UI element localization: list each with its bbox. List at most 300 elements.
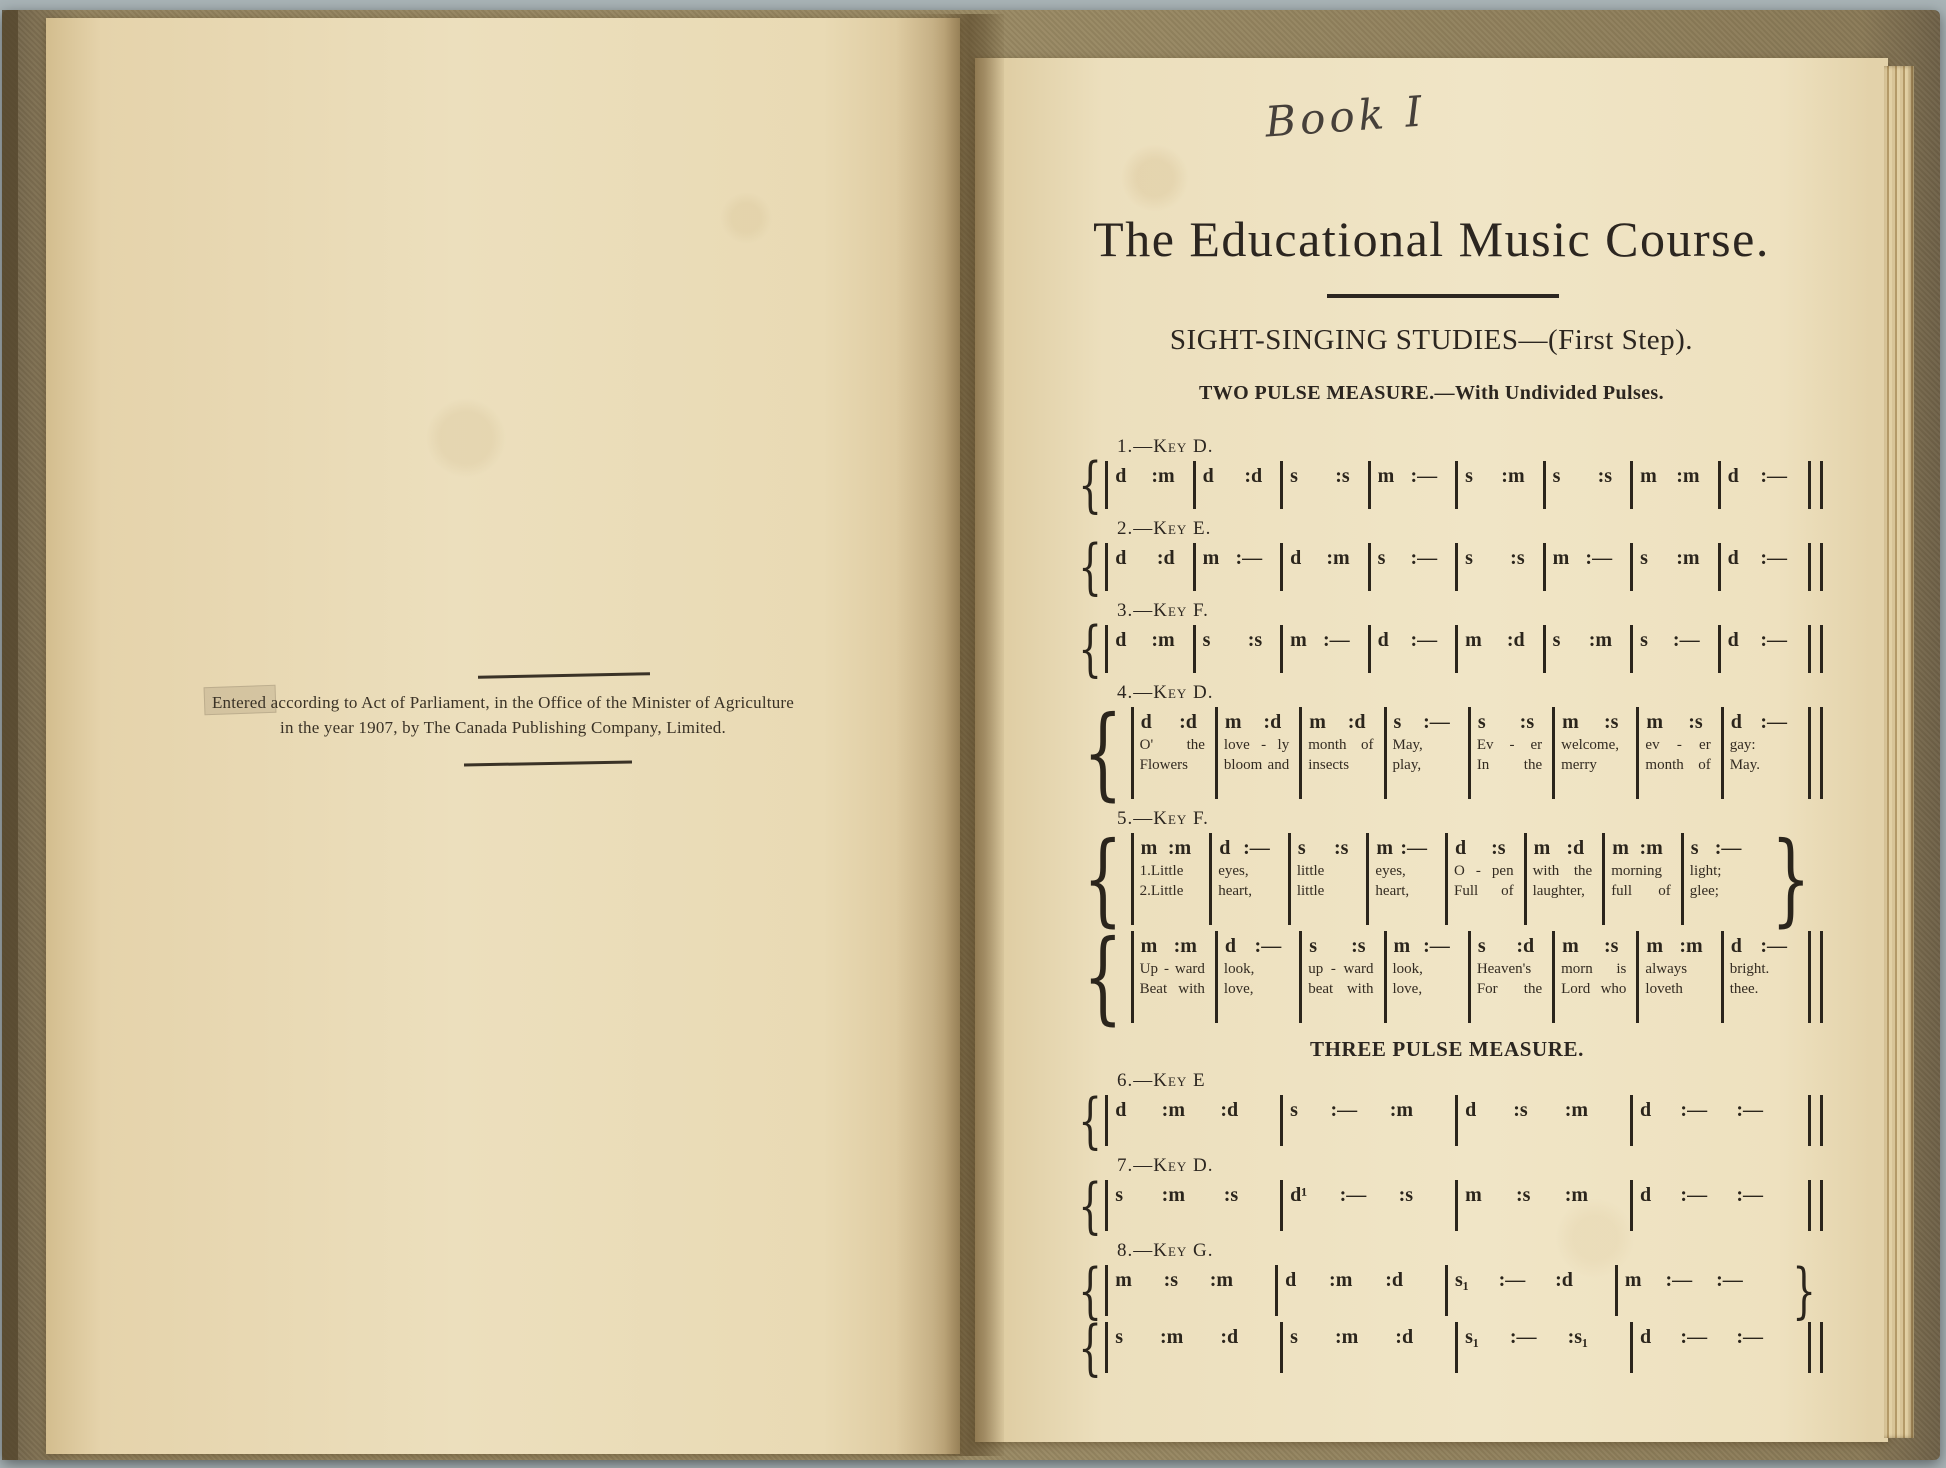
handwritten-book-label: Book I bbox=[1263, 86, 1428, 147]
solfa-token: m bbox=[1377, 465, 1395, 487]
solfa-token: :— bbox=[1410, 547, 1438, 569]
lyric-line bbox=[1684, 881, 1760, 901]
lyric-line bbox=[1639, 755, 1720, 775]
solfa-token: d bbox=[1640, 1326, 1652, 1348]
solfa-notes bbox=[1633, 1323, 1805, 1350]
solfa-token: :s bbox=[1513, 1099, 1528, 1121]
measure bbox=[1384, 707, 1468, 799]
copyright-imprint bbox=[46, 690, 960, 740]
solfa-token: :s bbox=[1398, 1184, 1414, 1206]
solfa-token: d bbox=[1455, 837, 1467, 859]
lyric-word: with bbox=[1178, 981, 1205, 997]
solfa-notes bbox=[1633, 462, 1717, 489]
solfa-system bbox=[1071, 1085, 1823, 1156]
lyric-word: laughter, bbox=[1532, 883, 1585, 899]
solfa-token: m bbox=[1562, 935, 1579, 957]
solfa-token: :s bbox=[1603, 711, 1619, 733]
exercise bbox=[1071, 1240, 1823, 1383]
solfa-notes bbox=[1387, 708, 1468, 735]
solfa-token: m bbox=[1115, 1269, 1132, 1291]
lyric-word: - bbox=[1676, 737, 1682, 753]
solfa-token: :s bbox=[1491, 837, 1506, 859]
solfa-notes bbox=[1278, 1266, 1445, 1293]
brace-glyph: } bbox=[1792, 1255, 1816, 1326]
measure bbox=[1468, 931, 1552, 1023]
lyric-word: light; bbox=[1689, 863, 1722, 879]
measure bbox=[1105, 1322, 1280, 1373]
solfa-notes bbox=[1283, 1181, 1455, 1208]
solfa-token: :— bbox=[1330, 1099, 1358, 1121]
lyric-word: love, bbox=[1392, 981, 1423, 997]
imprint-line-2: in the year 1907, by The Canada Publishing Company, Limited. bbox=[280, 718, 726, 737]
double-barline-icon bbox=[1808, 1322, 1823, 1373]
lyric-word: heart, bbox=[1375, 883, 1410, 899]
section-heading-three-pulse: THREE PULSE MEASURE. bbox=[1310, 1037, 1584, 1061]
solfa-system bbox=[1071, 614, 1823, 684]
solfa-token: :m bbox=[1389, 1099, 1414, 1121]
solfa-token: :d bbox=[1179, 711, 1197, 733]
measure bbox=[1105, 1180, 1280, 1231]
measure-row bbox=[1105, 1265, 1785, 1316]
lyric-line bbox=[1471, 979, 1552, 999]
double-barline-icon bbox=[1808, 931, 1823, 1023]
lyric-word: Lord bbox=[1561, 981, 1591, 997]
imprint-line-1: Entered according to Act of Parliament, in the Office of the Minister of Agriculture bbox=[211, 693, 795, 712]
solfa-notes bbox=[1134, 834, 1210, 861]
measure bbox=[1105, 543, 1192, 591]
solfa-notes bbox=[1108, 1181, 1280, 1208]
solfa-notes bbox=[1546, 462, 1630, 489]
solfa-token: :s bbox=[1351, 935, 1366, 957]
solfa-token: :s bbox=[1247, 629, 1263, 651]
lyric-line bbox=[1302, 959, 1383, 979]
solfa-token: d bbox=[1115, 465, 1127, 487]
solfa-token: :s bbox=[1688, 711, 1703, 733]
lyric-word: the bbox=[1523, 981, 1543, 997]
measure-row bbox=[1131, 931, 1805, 1023]
solfa-notes bbox=[1196, 544, 1280, 571]
lyric-word: pen bbox=[1491, 863, 1514, 879]
solfa-notes bbox=[1369, 834, 1445, 861]
solfa-notes bbox=[1302, 932, 1383, 959]
measure bbox=[1552, 707, 1636, 799]
lyric-word: with bbox=[1532, 863, 1560, 879]
solfa-notes bbox=[1218, 708, 1299, 735]
lyric-line bbox=[1555, 959, 1636, 979]
exercise-stack bbox=[1071, 436, 1823, 1382]
solfa-token: d bbox=[1290, 547, 1302, 569]
lyric-word: is bbox=[1616, 961, 1627, 977]
lyric-line bbox=[1527, 881, 1603, 901]
measure bbox=[1193, 625, 1280, 673]
lyric-word: Up bbox=[1139, 961, 1158, 977]
lyric-line bbox=[1134, 979, 1215, 999]
solfa-token: m bbox=[1290, 629, 1307, 651]
exercise bbox=[1071, 808, 1823, 1035]
solfa-token: :s bbox=[1333, 837, 1349, 859]
exercise-label: 2.—Key E. bbox=[1117, 518, 1212, 539]
solfa-token: :m bbox=[1160, 1326, 1184, 1348]
solfa-token: :m bbox=[1564, 1099, 1589, 1121]
lyric-line bbox=[1218, 959, 1299, 979]
solfa-token: d bbox=[1140, 711, 1152, 733]
solfa-token: m bbox=[1140, 837, 1158, 859]
lyric-line bbox=[1387, 735, 1468, 755]
solfa-token: :— bbox=[1760, 935, 1787, 957]
solfa-token: :m bbox=[1329, 1269, 1353, 1291]
lyric-word: - bbox=[1330, 961, 1336, 977]
measure bbox=[1193, 543, 1280, 591]
lyric-word: O' bbox=[1139, 737, 1154, 753]
solfa-token: :d bbox=[1566, 837, 1585, 859]
brace-glyph: { bbox=[1083, 820, 1123, 937]
solfa-notes bbox=[1302, 708, 1383, 735]
lyric-line bbox=[1302, 735, 1383, 755]
solfa-token: m bbox=[1646, 711, 1664, 733]
lyric-word: May. bbox=[1729, 757, 1760, 773]
solfa-token: s bbox=[1297, 837, 1306, 859]
solfa-token: s₁ bbox=[1455, 1269, 1469, 1291]
lyric-word: Heaven's bbox=[1476, 961, 1532, 977]
measure bbox=[1718, 461, 1805, 509]
lyric-word: O bbox=[1454, 863, 1465, 879]
solfa-token: :— bbox=[1680, 1326, 1708, 1348]
measure bbox=[1630, 461, 1717, 509]
measure bbox=[1131, 707, 1215, 799]
lyric-word: play, bbox=[1392, 757, 1422, 773]
solfa-notes bbox=[1283, 544, 1367, 571]
solfa-token: :s bbox=[1603, 935, 1619, 957]
measure bbox=[1215, 931, 1299, 1023]
measure bbox=[1615, 1265, 1785, 1316]
lyric-line bbox=[1471, 735, 1552, 755]
solfa-token: s bbox=[1552, 465, 1561, 487]
brace-glyph: { bbox=[1078, 1085, 1102, 1156]
solfa-token: d bbox=[1640, 1099, 1652, 1121]
section-heading-two-pulse: TWO PULSE MEASURE.—With Undivided Pulses. bbox=[1198, 382, 1664, 404]
measure bbox=[1105, 1265, 1275, 1316]
measure bbox=[1368, 625, 1455, 673]
measure bbox=[1209, 833, 1288, 925]
solfa-token: :— bbox=[1322, 629, 1350, 651]
open-brace-icon bbox=[1071, 532, 1109, 602]
lyric-line bbox=[1291, 881, 1367, 901]
lyric-word: month bbox=[1645, 757, 1684, 773]
solfa-token: d bbox=[1224, 935, 1237, 957]
measure bbox=[1630, 1322, 1805, 1373]
page-edge-stack bbox=[1884, 66, 1914, 1438]
solfa-token: :— bbox=[1680, 1099, 1708, 1121]
measure bbox=[1543, 625, 1630, 673]
open-brace-icon bbox=[1071, 1085, 1109, 1156]
lyric-word: of bbox=[1501, 883, 1514, 899]
open-brace-icon bbox=[1071, 820, 1135, 937]
lyric-word: eyes, bbox=[1218, 863, 1249, 879]
measure bbox=[1280, 1095, 1455, 1146]
lyric-word: little bbox=[1296, 883, 1325, 899]
solfa-token: :— bbox=[1509, 1326, 1537, 1348]
lyric-word: ev bbox=[1645, 737, 1660, 753]
measure bbox=[1468, 707, 1552, 799]
solfa-token: :d bbox=[1347, 711, 1366, 733]
open-brace-icon bbox=[1071, 1255, 1109, 1326]
brace-glyph: { bbox=[1078, 1255, 1102, 1326]
brace-glyph: { bbox=[1078, 450, 1102, 520]
solfa-notes bbox=[1108, 626, 1192, 653]
lyric-line bbox=[1527, 861, 1603, 881]
imprint-rule-bottom bbox=[464, 761, 632, 767]
solfa-token: :— bbox=[1423, 935, 1450, 957]
measure bbox=[1721, 707, 1805, 799]
lyric-word: Full bbox=[1454, 883, 1479, 899]
solfa-token: :— bbox=[1254, 935, 1282, 957]
brace-glyph: { bbox=[1078, 614, 1102, 684]
measure bbox=[1280, 461, 1367, 509]
right-page-content bbox=[975, 58, 1888, 1442]
solfa-token: :— bbox=[1235, 547, 1263, 569]
solfa-notes bbox=[1633, 544, 1717, 571]
lyric-line bbox=[1218, 979, 1299, 999]
page-subtitle: SIGHT-SINGING STUDIES—(First Step). bbox=[1169, 324, 1694, 356]
lyric-word: the bbox=[1573, 863, 1593, 879]
lyric-word: ly bbox=[1277, 737, 1290, 753]
solfa-token: :d bbox=[1385, 1269, 1403, 1291]
solfa-system bbox=[1071, 450, 1823, 520]
lyric-word: morning bbox=[1611, 863, 1663, 879]
solfa-token: :— bbox=[1665, 1269, 1693, 1291]
exercise bbox=[1071, 518, 1823, 602]
measure bbox=[1275, 1265, 1445, 1316]
open-brace-icon bbox=[1071, 450, 1109, 520]
solfa-token: s bbox=[1477, 935, 1486, 957]
lyric-word: bright. bbox=[1729, 961, 1770, 977]
solfa-token: :d bbox=[1156, 547, 1175, 569]
solfa-token: :— bbox=[1400, 837, 1427, 859]
exercise bbox=[1071, 600, 1823, 684]
lyric-word: Ev bbox=[1476, 737, 1494, 753]
solfa-token: :d bbox=[1395, 1326, 1414, 1348]
lyric-line bbox=[1369, 861, 1445, 881]
lyric-word: May, bbox=[1392, 737, 1423, 753]
exercise-label: 3.—Key F. bbox=[1117, 600, 1209, 621]
measure bbox=[1445, 1265, 1615, 1316]
solfa-token: m bbox=[1640, 465, 1657, 487]
measure bbox=[1280, 543, 1367, 591]
lyric-word: look, bbox=[1392, 961, 1423, 977]
brace-glyph: } bbox=[1771, 820, 1811, 937]
solfa-token: s bbox=[1290, 1099, 1298, 1121]
solfa-token: d bbox=[1727, 465, 1739, 487]
exercise-label: 5.—Key F. bbox=[1117, 808, 1209, 829]
measure bbox=[1299, 707, 1383, 799]
measure bbox=[1366, 833, 1445, 925]
solfa-notes bbox=[1371, 626, 1455, 653]
lyric-line bbox=[1448, 881, 1524, 901]
solfa-token: :d bbox=[1263, 711, 1282, 733]
open-brace-icon bbox=[1071, 1312, 1109, 1383]
measure bbox=[1368, 461, 1455, 509]
lyric-line bbox=[1555, 979, 1636, 999]
measure bbox=[1602, 833, 1681, 925]
solfa-notes bbox=[1108, 1266, 1275, 1293]
measure bbox=[1280, 1180, 1455, 1231]
solfa-system bbox=[1071, 1312, 1823, 1383]
measure bbox=[1299, 931, 1383, 1023]
solfa-notes bbox=[1639, 932, 1720, 959]
lyric-word: of bbox=[1658, 883, 1671, 899]
lyric-line bbox=[1134, 861, 1210, 881]
solfa-notes bbox=[1291, 834, 1367, 861]
solfa-token: :m bbox=[1334, 1326, 1359, 1348]
solfa-token: m bbox=[1376, 837, 1394, 859]
measure bbox=[1105, 1095, 1280, 1146]
lyric-line bbox=[1218, 755, 1299, 775]
right-page bbox=[975, 58, 1888, 1442]
double-barline-icon bbox=[1808, 707, 1823, 799]
solfa-token: :s bbox=[1519, 711, 1535, 733]
lyric-line bbox=[1684, 861, 1760, 881]
measure bbox=[1368, 543, 1455, 591]
measure bbox=[1455, 1095, 1630, 1146]
solfa-token: s bbox=[1465, 547, 1473, 569]
lyric-word: little bbox=[1296, 863, 1325, 879]
solfa-token: :— bbox=[1243, 837, 1270, 859]
lyric-line bbox=[1387, 959, 1468, 979]
solfa-token: s bbox=[1309, 935, 1318, 957]
solfa-notes bbox=[1458, 1323, 1630, 1350]
solfa-system bbox=[1071, 820, 1823, 937]
solfa-token: :m bbox=[1639, 837, 1663, 859]
lyric-word: ward bbox=[1174, 961, 1205, 977]
lyric-line bbox=[1291, 861, 1367, 881]
solfa-notes bbox=[1283, 462, 1367, 489]
lyric-word: - bbox=[1163, 961, 1169, 977]
open-brace-icon bbox=[1071, 918, 1135, 1035]
solfa-token: m bbox=[1393, 935, 1411, 957]
close-brace-icon bbox=[1785, 1255, 1823, 1326]
measure bbox=[1630, 1095, 1805, 1146]
solfa-token: d bbox=[1730, 935, 1742, 957]
solfa-token: :— bbox=[1410, 465, 1438, 487]
solfa-token: m bbox=[1533, 837, 1551, 859]
solfa-notes bbox=[1196, 462, 1280, 489]
measure bbox=[1288, 833, 1367, 925]
lyric-line bbox=[1212, 881, 1288, 901]
double-barline-icon bbox=[1808, 461, 1823, 509]
lyric-line bbox=[1212, 861, 1288, 881]
solfa-token: :— bbox=[1760, 711, 1787, 733]
lyric-word: ward bbox=[1343, 961, 1374, 977]
solfa-token: :— bbox=[1423, 711, 1450, 733]
measure bbox=[1384, 931, 1468, 1023]
solfa-token: s₁ bbox=[1465, 1326, 1479, 1348]
solfa-token: :m bbox=[1167, 837, 1192, 859]
imprint-rule-top bbox=[478, 672, 650, 679]
measure bbox=[1105, 461, 1192, 509]
solfa-token: :m bbox=[1173, 935, 1197, 957]
solfa-token: :— bbox=[1760, 547, 1788, 569]
solfa-token: :— bbox=[1736, 1184, 1763, 1206]
solfa-token: :s bbox=[1516, 1184, 1531, 1206]
solfa-token: d bbox=[1202, 465, 1214, 487]
solfa-token: m bbox=[1552, 547, 1570, 569]
solfa-token: s bbox=[1640, 629, 1648, 651]
solfa-system bbox=[1071, 918, 1823, 1035]
lyric-line bbox=[1387, 979, 1468, 999]
solfa-notes bbox=[1134, 932, 1215, 959]
solfa-token: s bbox=[1477, 711, 1486, 733]
lyric-word: insects bbox=[1308, 757, 1350, 773]
solfa-notes bbox=[1108, 1323, 1280, 1350]
lyric-line bbox=[1605, 861, 1681, 881]
lyric-word: Beat bbox=[1139, 981, 1168, 997]
lyric-word: of bbox=[1698, 757, 1711, 773]
solfa-token: s bbox=[1393, 711, 1402, 733]
measure bbox=[1280, 1322, 1455, 1373]
lyric-line bbox=[1218, 735, 1299, 755]
solfa-notes bbox=[1371, 544, 1455, 571]
solfa-notes bbox=[1471, 932, 1552, 959]
measure bbox=[1280, 625, 1367, 673]
solfa-token: :— bbox=[1672, 629, 1700, 651]
exercise bbox=[1071, 436, 1823, 520]
solfa-token: :s bbox=[1223, 1184, 1239, 1206]
lyric-word: eyes, bbox=[1375, 863, 1406, 879]
solfa-notes bbox=[1283, 1323, 1455, 1350]
lyric-line bbox=[1448, 861, 1524, 881]
solfa-token: m bbox=[1624, 1269, 1642, 1291]
lyric-line bbox=[1302, 755, 1383, 775]
lyric-line bbox=[1387, 755, 1468, 775]
solfa-notes bbox=[1605, 834, 1681, 861]
solfa-token: :— bbox=[1760, 465, 1788, 487]
solfa-token: m bbox=[1202, 547, 1220, 569]
solfa-token: :— bbox=[1498, 1269, 1526, 1291]
open-brace-icon bbox=[1071, 614, 1109, 684]
solfa-token: :m bbox=[1676, 547, 1700, 569]
measure bbox=[1455, 625, 1542, 673]
double-barline-icon bbox=[1808, 1095, 1823, 1146]
solfa-token: :s bbox=[1510, 547, 1525, 569]
left-page bbox=[46, 18, 960, 1454]
double-barline-icon bbox=[1808, 543, 1823, 591]
lyric-line bbox=[1724, 755, 1805, 775]
solfa-notes bbox=[1387, 932, 1468, 959]
lyric-word: heart, bbox=[1218, 883, 1252, 899]
solfa-token: s bbox=[1202, 629, 1211, 651]
solfa-token: m bbox=[1646, 935, 1664, 957]
solfa-notes bbox=[1633, 626, 1717, 653]
lyric-line bbox=[1724, 979, 1805, 999]
lyric-line bbox=[1555, 755, 1636, 775]
solfa-notes bbox=[1618, 1266, 1785, 1293]
lyric-word: bloom bbox=[1223, 757, 1263, 773]
solfa-token: :s bbox=[1335, 465, 1350, 487]
measure bbox=[1630, 1180, 1805, 1231]
measure bbox=[1524, 833, 1603, 925]
lyric-word: up bbox=[1308, 961, 1324, 977]
solfa-token: d bbox=[1640, 1184, 1652, 1206]
measure bbox=[1718, 625, 1805, 673]
solfa-notes bbox=[1458, 544, 1542, 571]
solfa-token: :m bbox=[1151, 465, 1175, 487]
measure-row bbox=[1105, 1180, 1805, 1231]
solfa-notes bbox=[1108, 1096, 1280, 1123]
solfa-notes bbox=[1108, 462, 1192, 489]
solfa-token: d bbox=[1115, 547, 1127, 569]
measure bbox=[1455, 461, 1542, 509]
measure-row bbox=[1105, 1095, 1805, 1146]
